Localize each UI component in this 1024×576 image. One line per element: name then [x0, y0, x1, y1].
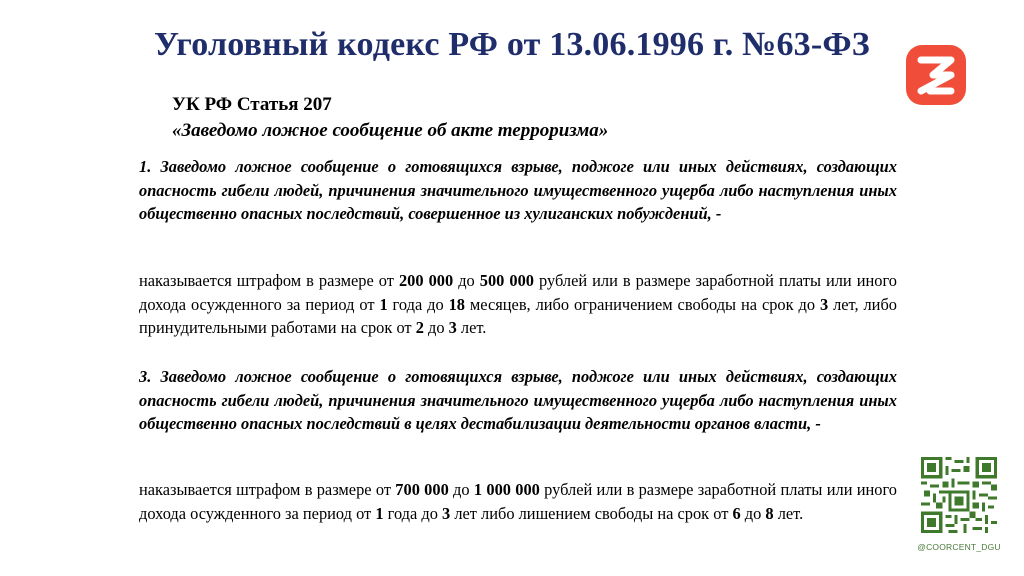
article-part-1: 1. Заведомо ложное сообщение о готовящихся взрыве, поджоге или иных действиях, создающих опасность гибели людей, причинения значительного имущественного ущерба либо наступления иных общественно опасных последствий, совершенное из хулиганских побуждений, -	[139, 157, 897, 223]
penalty-part-3: наказывается штрафом в размере от 700 000 до 1 000 000 рублей или в размере заработной платы или иного дохода осужденного за период от 1 года до 3 лет либо лишением свободы на срок от 6 до 8 лет.	[139, 480, 898, 523]
fine-max: 1 000 000	[473, 480, 540, 499]
fine-max: 500 000	[479, 271, 534, 290]
qr-code[interactable]	[921, 457, 997, 533]
article-number: УК РФ Статья 207	[172, 94, 332, 115]
period-min: 1	[375, 503, 384, 523]
article-part-3: 3. Заведомо ложное сообщение о готовящихся взрыве, поджоге или иных действиях, создающих опасность гибели людей, причинения значительного имущественного ущерба либо наступления иных общественно опасных последствий в целях дестабилизации деятельности органов власти, -	[139, 367, 897, 433]
prison-min: 6	[732, 503, 741, 523]
work-max: 3	[448, 318, 457, 337]
qr-caption: @COORCENT_DGU	[917, 542, 1001, 552]
logo-z-icon	[906, 45, 966, 105]
brand-logo	[906, 45, 966, 105]
period-max: 18	[448, 294, 465, 314]
article-heading	[172, 92, 608, 144]
fine-min: 700 000	[395, 480, 449, 499]
work-min: 2	[415, 318, 424, 337]
page-title: Уголовный кодекс РФ от 13.06.1996 г. №63-ФЗ	[154, 26, 870, 63]
prison-max: 8	[765, 503, 774, 523]
fine-min: 200 000	[398, 271, 454, 290]
period-max: 3	[442, 503, 451, 523]
period-min: 1	[379, 294, 388, 314]
penalty-part-1: наказывается штрафом в размере от 200 000 до 500 000 рублей или в размере заработной платы или иного дохода осужденного за период от 1 года до 18 месяцев, либо ограничением свободы на срок до 3 лет, либо принудительными работами на срок от 2 до 3 лет.	[139, 271, 897, 337]
article-name: «Заведомо ложное сообщение об акте терроризма»	[172, 120, 609, 141]
restriction-term: 3	[819, 294, 829, 314]
